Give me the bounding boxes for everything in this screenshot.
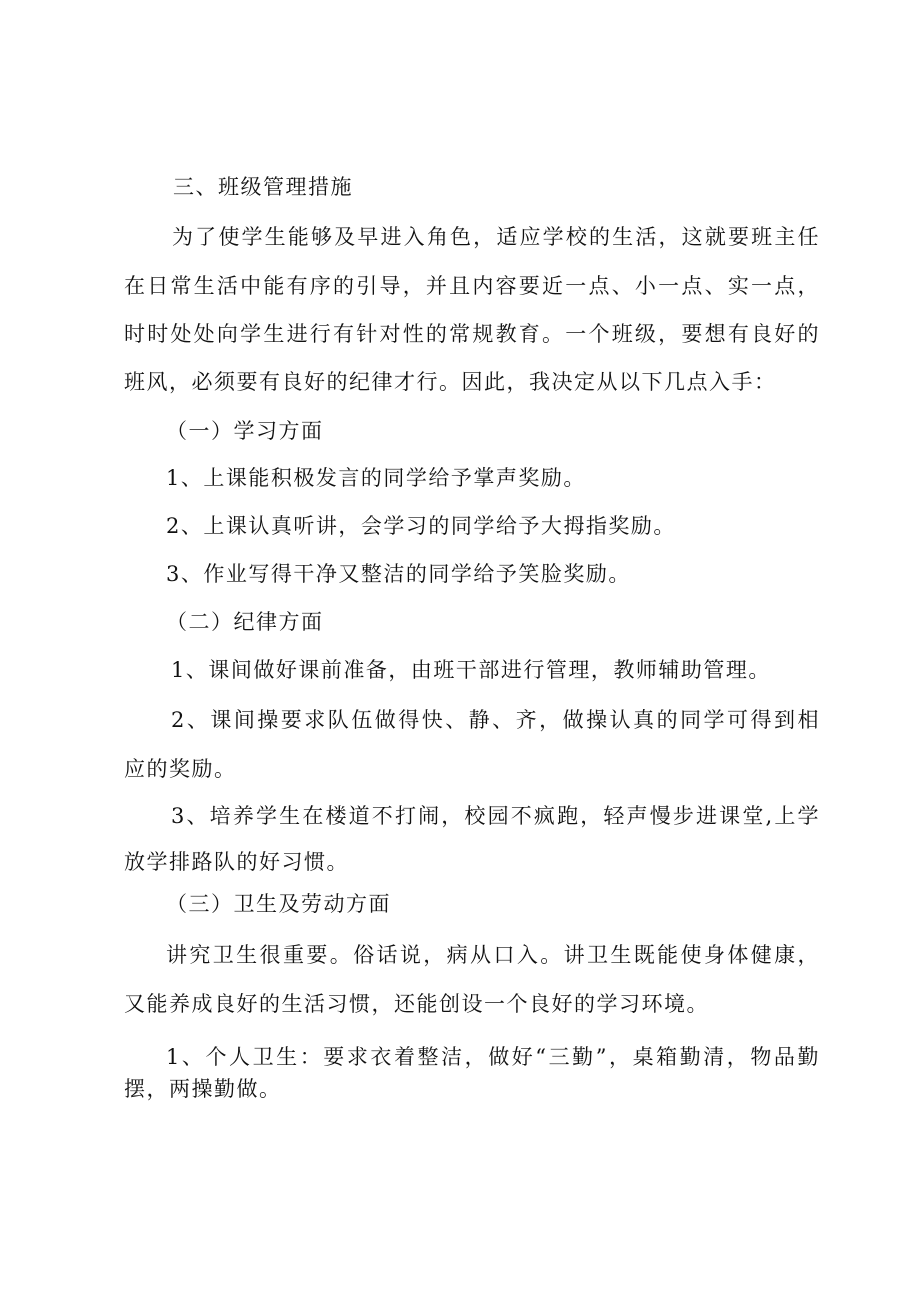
intro-line-3: 时时处处向学生进行有针对性的常规教育。一个班级，要想有良好的	[124, 322, 820, 346]
hygiene-intro-line-2: 又能养成良好的生活习惯，还能创设一个良好的学习环境。	[124, 992, 709, 1016]
section-heading: 三、班级管理措施	[173, 175, 353, 199]
hygiene-intro-line-1: 讲究卫生很重要。俗话说，病从口入。讲卫生既能使身体健康，	[166, 943, 820, 967]
intro-line-4: 班风，必须要有良好的纪律才行。因此，我决定从以下几点入手：	[124, 370, 777, 394]
discipline-item-3-line-1: 3、培养学生在楼道不打闹，校园不疯跑，轻声慢步进课堂,上学	[171, 804, 820, 828]
study-item-3: 3、作业写得干净又整洁的同学给予笑脸奖励。	[166, 562, 631, 586]
discipline-item-2-line-2: 应的奖励。	[124, 757, 237, 781]
intro-line-2: 在日常生活中能有序的引导，并且内容要近一点、小一点、实一点，	[124, 274, 820, 298]
hygiene-item-1-line-2: 摆，两操勤做。	[124, 1077, 282, 1101]
discipline-item-1: 1、课间做好课前准备，由班干部进行管理，教师辅助管理。	[171, 658, 771, 682]
study-heading: （一）学习方面	[166, 419, 324, 443]
discipline-heading: （二）纪律方面	[166, 610, 324, 634]
study-item-2: 2、上课认真听讲，会学习的同学给予大拇指奖励。	[166, 514, 676, 538]
hygiene-item-1-line-1: 1、个人卫生：要求衣着整洁，做好“三勤”，桌箱勤清，物品勤	[166, 1045, 820, 1069]
intro-line-1: 为了使学生能够及早进入角色，适应学校的生活，这就要班主任	[172, 225, 820, 249]
discipline-item-3-line-2: 放学排路队的好习惯。	[124, 850, 349, 874]
study-item-1: 1、上课能积极发言的同学给予掌声奖励。	[166, 466, 586, 490]
discipline-item-2-line-1: 2、课间操要求队伍做得快、静、齐，做操认真的同学可得到相	[171, 708, 820, 732]
hygiene-heading: （三）卫生及劳动方面	[166, 892, 391, 916]
